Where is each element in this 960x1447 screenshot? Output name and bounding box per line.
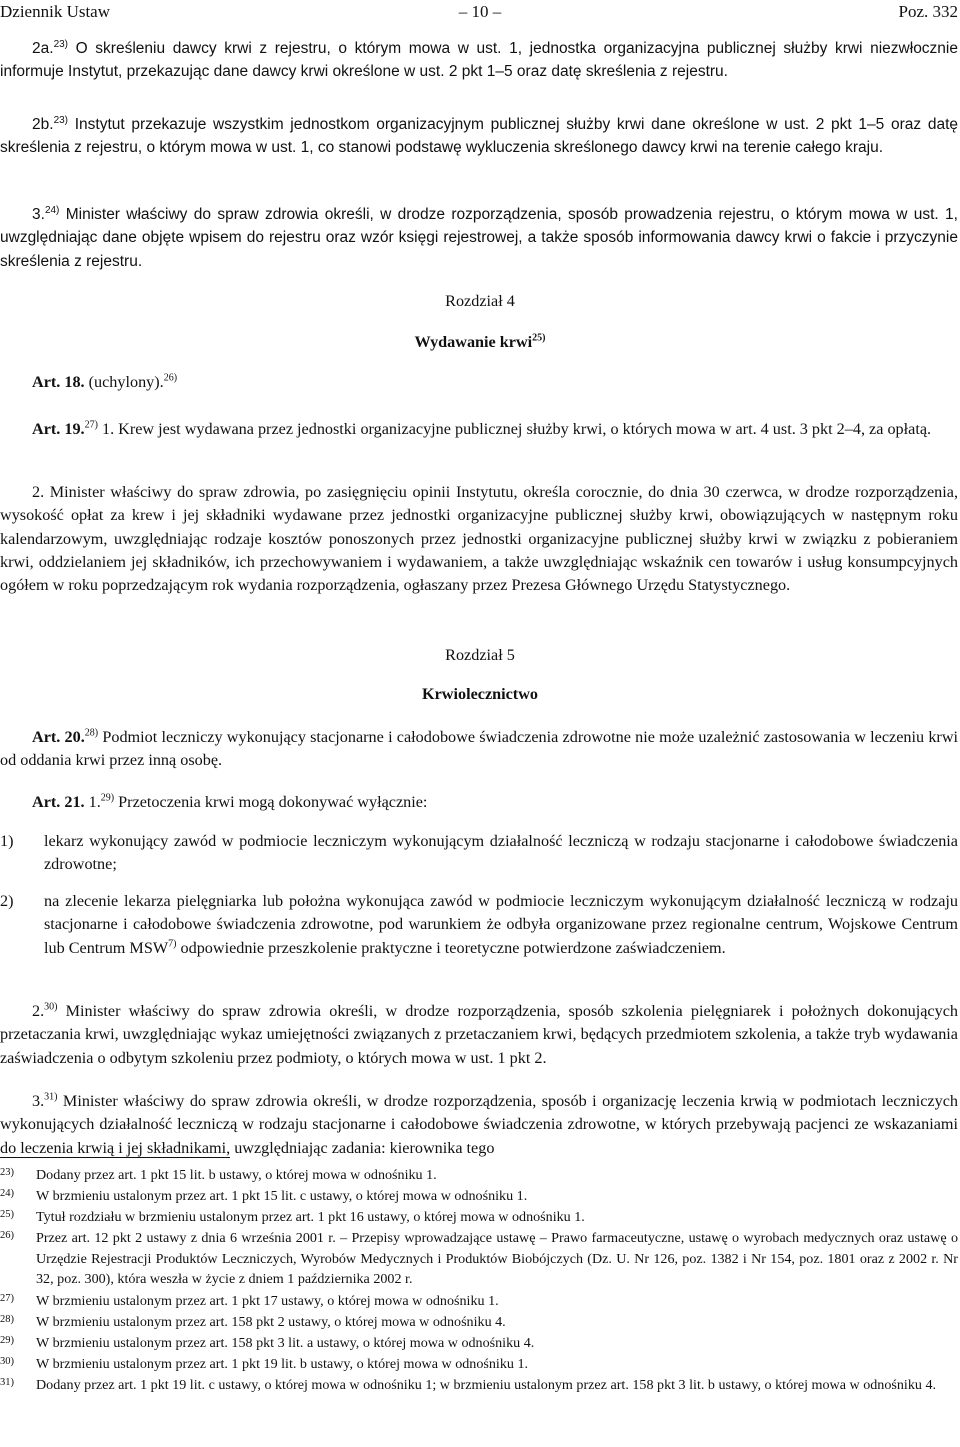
list-item-text-part: na zlecenie lekarza pielęgniarka lub położna wykonująca zawód w podmiocie leczniczym wykonującym działalność leczniczą w rodzaju stacjonarne i całodobowe świadczenia zdrowotne, pod warunkiem że odbyła organizowane przez regionalne centrum, Wojskowe Centrum lub Centrum MSW (44, 892, 958, 957)
para-number: 3. (32, 206, 45, 223)
footnote (0, 1186, 958, 1207)
footnote (0, 1291, 958, 1312)
list-item-text: lekarz wykonujący zawód w podmiocie leczniczym wykonującym działalność leczniczą w rodzaju stacjonarne i całodobowe świadczenia zdrowotne; (44, 832, 958, 874)
footnote-ref[interactable]: 31) (44, 1091, 58, 1103)
article-label: Art. 18. (32, 373, 85, 391)
article-label: Art. 21. (32, 793, 85, 811)
footnote-ref[interactable]: 7) (168, 938, 177, 950)
paragraph-2b (0, 113, 958, 160)
footnote-number: 26) (0, 1230, 14, 1241)
article-text: 1. Krew jest wydawana przez jednostki organizacyjne publicznej służby krwi, o których mowa w art. 4 ust. 3 pkt 2–4, za opłatą. (97, 420, 932, 438)
footnote-ref[interactable]: 27) (84, 419, 98, 431)
chapter-5-title: Krwiolecznictwo (422, 685, 538, 703)
article-21-para-2 (0, 1000, 958, 1070)
para-number: 2a. (32, 40, 54, 57)
chapter-5-number: Rozdział 5 (445, 646, 515, 664)
footnote-number: 28) (0, 1314, 14, 1325)
list-item (0, 890, 958, 960)
list-item (0, 830, 958, 877)
footnote (0, 1375, 958, 1396)
article-text: (uchylony). (84, 373, 164, 391)
footnote-ref[interactable]: 23) (53, 38, 69, 50)
footnote-number: 25) (0, 1209, 14, 1220)
footnote-text: W brzmieniu ustalonym przez art. 158 pkt 2 ustawy, o której mowa w odnośniku 4. (36, 1314, 506, 1330)
article-text: Przetoczenia krwi mogą dokonywać wyłącznie: (114, 793, 428, 811)
footnote-number: 24) (0, 1188, 14, 1199)
para-number: 1. (84, 793, 101, 811)
footnote-ref[interactable]: 30) (44, 1001, 58, 1013)
footnote-text: W brzmieniu ustalonym przez art. 1 pkt 19 lit. b ustawy, o której mowa w odnośniku 1. (36, 1356, 529, 1372)
footnote-text: Tytuł rozdziału w brzmieniu ustalonym przez art. 1 pkt 16 ustawy, o której mowa w odnośniku 1. (36, 1209, 585, 1225)
footnote-ref[interactable]: 28) (84, 727, 99, 739)
footnote-text: W brzmieniu ustalonym przez art. 1 pkt 17 ustawy, o której mowa w odnośniku 1. (36, 1293, 499, 1309)
footnote-text: W brzmieniu ustalonym przez art. 158 pkt 3 lit. a ustawy, o której mowa w odnośniku 4. (36, 1335, 535, 1351)
para-text: O skreśleniu dawcy krwi z rejestru, o którym mowa w ust. 1, jednostka organizacyjna publicznej służby krwi niezwłocznie informuje Instytut, przekazując dane dawcy krwi określone w ust. 2 pkt 1–5 oraz datę skreślenia z rejestru. (0, 40, 958, 81)
article-18 (32, 373, 177, 392)
footnote-ref[interactable]: 25) (532, 332, 546, 344)
page-number: – 10 – (458, 2, 502, 21)
paragraph-2a (0, 37, 958, 84)
footnote-text: W brzmieniu ustalonym przez art. 1 pkt 15 lit. c ustawy, o której mowa w odnośniku 1. (36, 1188, 528, 1204)
para-number: 3. (32, 1092, 45, 1110)
footnote-ref[interactable]: 24) (44, 204, 60, 216)
article-text: Podmiot leczniczy wykonujący stacjonarne i całodobowe świadczenia zdrowotne nie może uzależnić zastosowania w leczeniu krwi od oddania krwi przez inną osobę. (0, 728, 959, 770)
footnote (0, 1228, 958, 1290)
para-number: 2. (32, 1002, 45, 1020)
footnote (0, 1333, 958, 1354)
article-21-para-3 (0, 1090, 958, 1160)
list-item-text (44, 890, 958, 960)
position-number: Poz. 332 (898, 2, 958, 21)
footnote (0, 1207, 958, 1228)
chapter-title-text: Wydawanie krwi (414, 333, 533, 351)
para-text: Minister właściwy do spraw zdrowia określi, w drodze rozporządzenia, sposób i organizację leczenia krwią w podmiotach leczniczych wykonujących działalność leczniczą w rodzaju stacjonarne i całodobowe świadczenia zdrowotne, w których przebywają pacjenci ze wskazaniami do leczenia krwią i jej składnikami, uwzględniając zadania: kierownika tego (0, 1092, 958, 1157)
para-text: Minister właściwy do spraw zdrowia określi, w drodze rozporządzenia, sposób prowadzenia rejestru, o którym mowa w ust. 1, uwzględniając dane objęte wpisem do rejestru oraz wzór księgi rejestrowej, a także sposób informowania dawcy krwi o fakcie i przyczynie skreślenia z rejestru. (0, 206, 958, 270)
footnote-text: Dodany przez art. 1 pkt 19 lit. c ustawy, o której mowa w odnośniku 1; w brzmieniu ustalonym przez art. 158 pkt 3 lit. b ustawy, o której mowa w odnośniku 4. (36, 1377, 937, 1393)
para-number: 2b. (32, 116, 54, 133)
para-text: 2. Minister właściwy do spraw zdrowia, po zasięgnięciu opinii Instytutu, określa corocznie, do dnia 30 czerwca, w drodze rozporządzenia, wysokość opłat za krew i jej składniki wydawane przez jednostki organizacyjne publicznej służby krwi, obowiązujących w następnym roku kalendarzowym, uwzględniając rodzaje kosztów ponoszonych przez jednostki organizacyjne publicznej służby krwi w związku z pobieraniem krwi, oddzielaniem jej składników, ich przechowywaniem i wydawaniem, a także uwzględniając wskaźnik cen towarów i usług konsumpcyjnych ogółem w roku poprzedzającym rok wydania rozporządzenia, ogłaszany przez Prezesa Głównego Urzędu Statystycznego. (0, 483, 958, 595)
footnote (0, 1165, 958, 1186)
journal-name: Dziennik Ustaw (0, 2, 111, 21)
article-19-para-2 (0, 481, 958, 597)
footnote-number: 30) (0, 1356, 14, 1367)
footnote (0, 1312, 958, 1333)
page-header (0, 2, 960, 26)
footnote-number: 31) (0, 1377, 14, 1388)
article-label: Art. 19. (32, 420, 85, 438)
footnote-ref[interactable]: 26) (163, 372, 178, 384)
footnote-text: Dodany przez art. 1 pkt 15 lit. b ustawy, o której mowa w odnośniku 1. (36, 1167, 437, 1183)
footnote-number: 29) (0, 1335, 14, 1346)
chapter-4-title (0, 333, 960, 352)
list-item-number: 2) (0, 892, 14, 910)
footnote-ref[interactable]: 23) (53, 114, 69, 126)
article-label: Art. 20. (32, 728, 85, 746)
para-text: Instytut przekazuje wszystkim jednostkom organizacyjnym publicznej służby krwi dane określone w ust. 2 pkt 1–5 oraz datę skreślenia z rejestru, o którym mowa w ust. 1, co stanowi podstawę wykluczenia skreślonego dawcy krwi na terenie całego kraju. (0, 116, 958, 157)
footnote-divider (0, 1157, 230, 1158)
article-19-para-1 (0, 418, 958, 441)
footnote-number: 23) (0, 1167, 14, 1178)
footnote-text: Przez art. 12 pkt 2 ustawy z dnia 6 września 2001 r. – Przepisy wprowadzające ustawę – Prawo farmaceutyczne, ustawę o wyrobach medycznych oraz ustawę o Urzędzie Rejestracji Produktów Leczniczych, Wyrobów Medycznych i Produktów Biobójczych (Dz. U. Nr 126, poz. 1382 i Nr 154, poz. 1801 oraz z 2002 r. Nr 32, poz. 300), która weszła w życie z dniem 1 października 2002 r. (36, 1230, 958, 1288)
para-text: Minister właściwy do spraw zdrowia określi, w drodze rozporządzenia, sposób szkolenia pielęgniarek i położnych dokonujących przetaczania krwi, uwzględniając wykaz umiejętności związanych z przetaczaniem krwi, będących przedmiotem szkolenia, a także tryb wydawania zaświadczenia o odbytym szkoleniu przez podmioty, o których mowa w ust. 1 pkt 2. (0, 1002, 958, 1067)
paragraph-3 (0, 203, 958, 273)
footnote (0, 1354, 958, 1375)
footnote-ref[interactable]: 29) (100, 792, 115, 804)
article-20 (0, 726, 958, 773)
article-21-para-1 (0, 791, 958, 814)
list-item-text-part: odpowiednie przeszkolenie praktyczne i teoretyczne potwierdzone zaświadczeniem. (176, 938, 726, 957)
footnote-number: 27) (0, 1293, 14, 1304)
list-item-number: 1) (0, 832, 14, 850)
chapter-4-number: Rozdział 4 (445, 292, 515, 310)
